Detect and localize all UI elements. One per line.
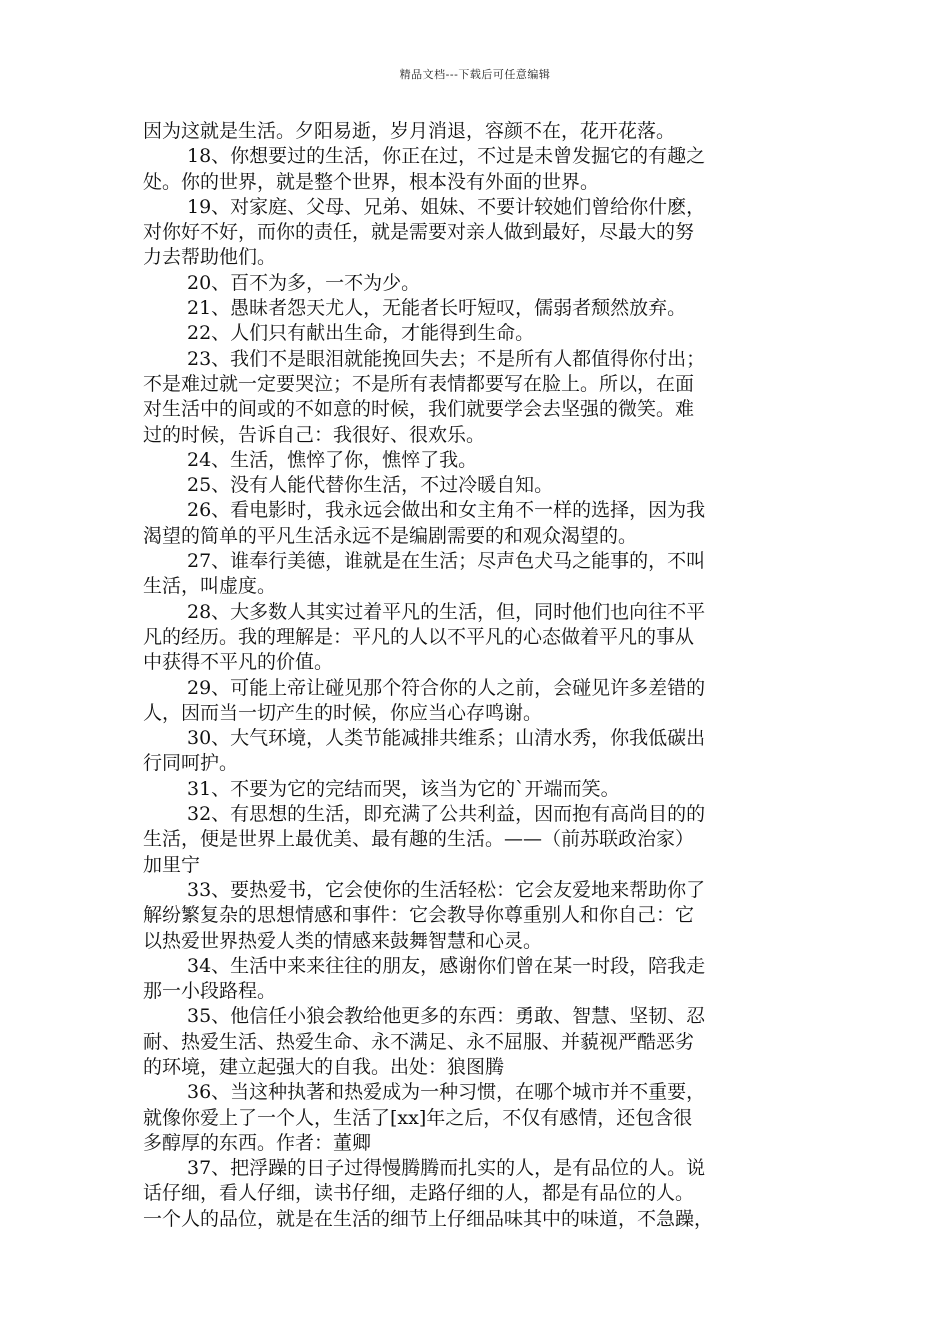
text-line: 过的时候，告诉自己：我很好、很欢乐。 [143, 423, 486, 446]
text-line: 力去帮助他们。 [143, 246, 277, 269]
text-line: 30、大气环境，人类节能减排共维系；山清水秀，你我低碳出 [187, 727, 706, 750]
text-line: 生活，便是世界上最优美、最有趣的生活。——（前苏联政治家） [143, 828, 695, 851]
text-line: 不是难过就一定要哭泣；不是所有表情都要写在脸上。所以，在面 [143, 372, 695, 395]
text-line: 中获得不平凡的价值。 [143, 651, 334, 674]
text-line: 26、看电影时，我永远会做出和女主角不一样的选择，因为我 [187, 499, 706, 522]
text-line: 耐、热爱生活、热爱生命、永不满足、永不屈服、并藐视严酷恶劣 [143, 1030, 695, 1053]
text-line: 以热爱世界热爱人类的情感来鼓舞智慧和心灵。 [143, 929, 543, 952]
text-line: 32、有思想的生活，即充满了公共利益，因而抱有高尚目的的 [187, 803, 706, 826]
text-line: 话仔细，看人仔细，读书仔细，走路仔细的人，都是有品位的人。 [143, 1182, 695, 1205]
text-line: 31、不要为它的完结而哭，该当为它的`开端而笑。 [187, 777, 620, 800]
text-line: 24、生活，憔悴了你，憔悴了我。 [187, 448, 478, 471]
text-line: 就像你爱上了一个人，生活了[xx]年之后，不仅有感情，还包含很 [143, 1106, 693, 1129]
text-line: 对生活中的间或的不如意的时候，我们就要学会去坚强的微笑。难 [143, 398, 695, 421]
document-body [143, 119, 815, 1232]
text-line: 34、生活中来来往往的朋友，感谢你们曾在某一时段，陪我走 [187, 954, 706, 977]
text-line: 22、人们只有献出生命，才能得到生命。 [187, 322, 535, 345]
text-line: 18、你想要过的生活，你正在过，不过是未曾发掘它的有趣之 [187, 145, 706, 168]
text-line: 28、大多数人其实过着平凡的生活，但，同时他们也向往不平 [187, 600, 706, 623]
text-line: 的环境，建立起强大的自我。出处：狼图腾 [143, 1055, 505, 1078]
text-line: 解纷繁复杂的思想情感和事件：它会教导你尊重别人和你自己：它 [143, 904, 695, 927]
text-line: 37、把浮躁的日子过得慢腾腾而扎实的人，是有品位的人。说 [187, 1157, 706, 1180]
text-line: 凡的经历。我的理解是：平凡的人以不平凡的心态做着平凡的事从 [143, 625, 695, 648]
text-line: 23、我们不是眼泪就能挽回失去；不是所有人都值得你付出； [187, 347, 706, 370]
text-line: 那一小段路程。 [143, 980, 277, 1003]
text-line: 一个人的品位，就是在生活的细节上仔细品味其中的味道，不急躁， [143, 1207, 714, 1230]
text-line: 36、当这种执著和热爱成为一种习惯，在哪个城市并不重要， [187, 1081, 706, 1104]
text-line: 29、可能上帝让碰见那个符合你的人之前，会碰见许多差错的 [187, 676, 706, 699]
text-line: 因为这就是生活。夕阳易逝，岁月消退，容颜不在，花开花落。 [143, 120, 676, 142]
text-line: 27、谁奉行美德，谁就是在生活；尽声色犬马之能事的，不叫 [187, 550, 706, 573]
text-line: 35、他信任小狼会教给他更多的东西：勇敢、智慧、坚韧、忍 [187, 1005, 706, 1028]
text-line: 25、没有人能代替你生活，不过冷暖自知。 [187, 474, 554, 497]
text-line: 33、要热爱书，它会使你的生活轻松：它会友爱地来帮助你了 [187, 878, 706, 901]
text-line: 人，因而当一切产生的时候，你应当心存鸣谢。 [143, 701, 543, 724]
text-line: 对你好不好，而你的责任，就是需要对亲人做到最好，尽最大的努 [143, 221, 695, 244]
text-line: 20、百不为多，一不为少。 [187, 271, 421, 294]
text-line: 行同呵护。 [143, 752, 239, 775]
text-line: 加里宁 [143, 853, 201, 876]
text-line: 19、对家庭、父母、兄弟、姐妹、不要计较她们曾给你什麽， [187, 195, 706, 218]
text-line: 处。你的世界，就是整个世界，根本没有外面的世界。 [143, 170, 600, 193]
text-line: 21、愚昧者怨天尤人，无能者长吁短叹，儒弱者颓然放弃。 [187, 297, 687, 320]
text-line: 多醇厚的东西。作者：董卿 [143, 1131, 372, 1154]
text-line: 渴望的简单的平凡生活永远不是编剧需要的和观众渴望的。 [143, 524, 638, 547]
page-header: 精品文档---下载后可任意编辑 [399, 68, 551, 81]
text-line: 生活，叫虚度。 [143, 575, 277, 598]
